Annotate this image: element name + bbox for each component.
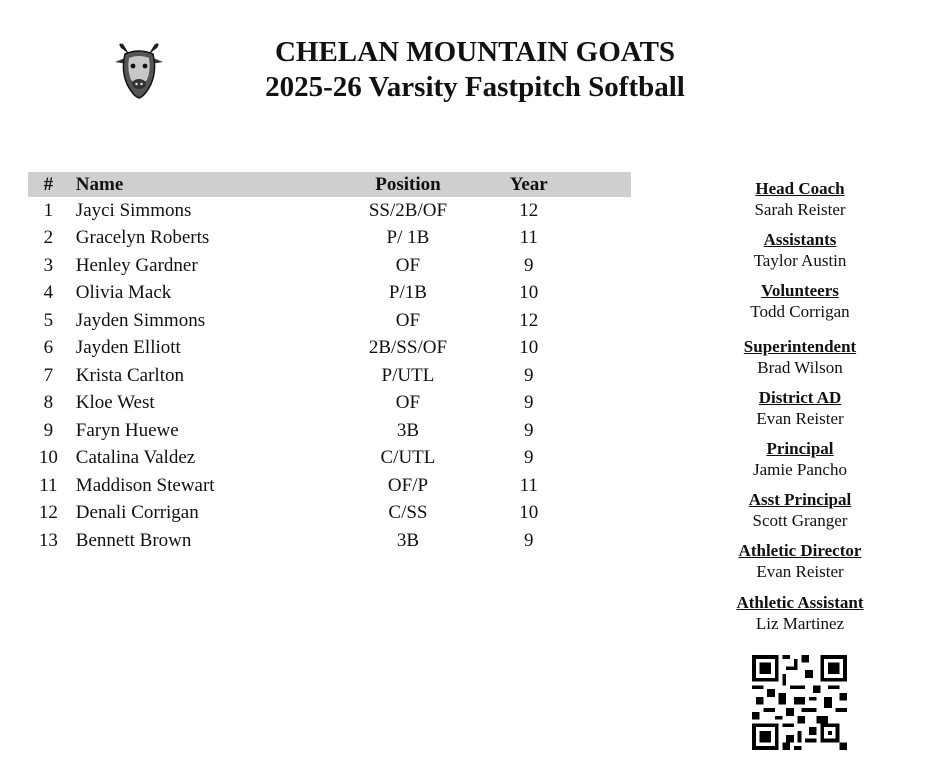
player-name: Henley Gardner [75, 254, 198, 276]
player-year: 9 [524, 447, 534, 469]
player-name: Maddison Stewart [75, 474, 215, 496]
staff-role: Head Coach [755, 179, 845, 198]
player-position: P/UTL [381, 364, 435, 386]
player-name: Jayden Simmons [75, 309, 206, 331]
player-position: 3B [396, 529, 420, 551]
player-position: P/1B [388, 282, 427, 304]
player-position: C/UTL [380, 447, 436, 469]
player-number: 4 [43, 282, 54, 304]
staff-entry [720, 438, 880, 480]
staff-entry [720, 489, 880, 531]
player-position: P/ 1B [386, 227, 430, 249]
staff-entry [720, 336, 880, 378]
player-year: 10 [519, 502, 539, 524]
player-number: 10 [38, 447, 58, 469]
table-row [28, 335, 631, 363]
player-year: 10 [519, 337, 539, 359]
staff-role: District AD [758, 388, 842, 407]
staff-role: Athletic Director [738, 541, 862, 560]
table-row [28, 527, 631, 555]
player-position: SS/2B/OF [368, 199, 448, 221]
table-row [28, 445, 631, 473]
player-name: Faryn Huewe [75, 419, 179, 441]
player-position: 3B [396, 419, 420, 441]
player-number: 12 [38, 502, 58, 524]
table-row [28, 390, 631, 418]
player-number: 2 [43, 227, 54, 249]
table-row [28, 417, 631, 445]
staff-entry [720, 229, 880, 271]
player-number: 8 [43, 392, 54, 414]
staff-list [720, 178, 880, 634]
staff-role: Asst Principal [748, 490, 852, 509]
player-position: OF/P [387, 474, 429, 496]
staff-name: Taylor Austin [753, 251, 847, 270]
player-name: Gracelyn Roberts [75, 227, 210, 249]
staff-role: Principal [766, 439, 834, 458]
player-number: 1 [43, 199, 54, 221]
column-header-name: Name [69, 172, 346, 197]
player-position: OF [395, 309, 421, 331]
player-name: Jayci Simmons [75, 199, 192, 221]
mountain-goat-logo-icon [113, 40, 165, 100]
player-year: 10 [519, 282, 539, 304]
player-number: 6 [43, 337, 54, 359]
staff-name: Sarah Reister [754, 200, 846, 219]
staff-role: Superintendent [743, 337, 857, 356]
player-name: Jayden Elliott [75, 337, 181, 359]
roster-table [28, 172, 631, 555]
title-line-season: 2025-26 Varsity Fastpitch Softball [265, 71, 685, 103]
table-row [28, 252, 631, 280]
player-year: 9 [524, 419, 534, 441]
table-row [28, 307, 631, 335]
player-year: 11 [519, 227, 538, 249]
player-position: C/SS [388, 502, 428, 524]
player-name: Olivia Mack [75, 282, 172, 304]
staff-name: Todd Corrigan [750, 302, 850, 321]
player-number: 9 [43, 419, 54, 441]
player-number: 13 [38, 529, 58, 551]
staff-role: Volunteers [761, 281, 839, 300]
player-year: 12 [519, 309, 539, 331]
player-year: 9 [524, 392, 534, 414]
player-name: Denali Corrigan [75, 502, 199, 524]
table-row [28, 472, 631, 500]
player-year: 9 [524, 254, 534, 276]
player-number: 3 [43, 254, 54, 276]
qr-code-icon [752, 655, 847, 750]
player-name: Krista Carlton [75, 364, 184, 386]
staff-entry [720, 178, 880, 220]
table-row [28, 225, 631, 253]
staff-entry [720, 592, 880, 634]
staff-name: Liz Martinez [755, 614, 845, 633]
table-row [28, 500, 631, 528]
roster-header-row [28, 172, 631, 197]
staff-name: Brad Wilson [757, 358, 843, 377]
staff-entry [720, 540, 880, 582]
player-number: 11 [39, 474, 58, 496]
player-number: 5 [43, 309, 54, 331]
player-year: 9 [524, 364, 534, 386]
table-row [28, 280, 631, 308]
column-header-position: Position [345, 172, 470, 197]
title-line-team: CHELAN MOUNTAIN GOATS [274, 36, 676, 68]
page-title [200, 34, 750, 104]
column-header-year: Year [471, 172, 632, 197]
staff-name: Evan Reister [756, 562, 844, 581]
staff-name: Evan Reister [756, 409, 844, 428]
staff-name: Scott Granger [752, 511, 848, 530]
staff-role: Assistants [763, 230, 837, 249]
player-year: 12 [519, 199, 539, 221]
staff-entry [720, 280, 880, 322]
player-name: Bennett Brown [75, 529, 192, 551]
staff-name: Jamie Pancho [753, 460, 847, 479]
player-name: Catalina Valdez [75, 447, 196, 469]
player-name: Kloe West [75, 392, 155, 414]
player-position: OF [395, 254, 421, 276]
column-header-number: # [28, 172, 69, 197]
staff-entry [720, 387, 880, 429]
staff-role: Athletic Assistant [736, 593, 864, 612]
player-year: 11 [519, 474, 538, 496]
table-row [28, 197, 631, 225]
player-year: 9 [524, 529, 534, 551]
player-number: 7 [43, 364, 54, 386]
table-row [28, 362, 631, 390]
player-position: 2B/SS/OF [368, 337, 448, 359]
player-position: OF [395, 392, 421, 414]
